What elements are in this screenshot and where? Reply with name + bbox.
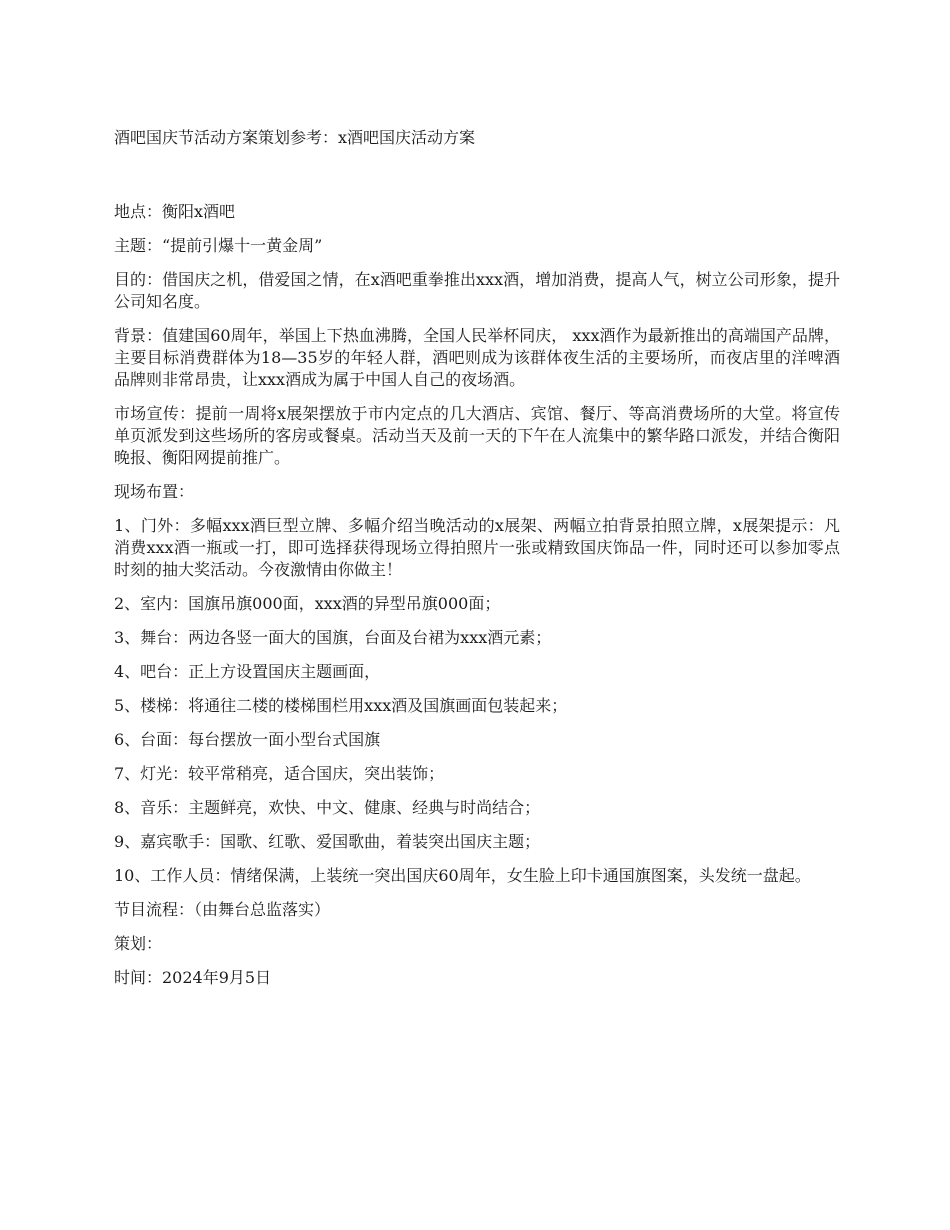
paragraph-item-8-music: 8、音乐：主题鲜亮，欢快、中文、健康、经典与时尚结合； — [114, 798, 541, 817]
paragraph-background: 背景：值建国60周年，举国上下热血沸腾，全国人民举杯同庆， xxx酒作为最新推出的高端国产品牌，主要目标消费群体为18—35岁的年轻人群，酒吧则成为该群体夜生活的主要场所，而夜店里的洋啤酒品牌则非常昂贵，让xxx酒成为属于中国人自己的夜场酒。 — [114, 326, 840, 389]
paragraph-program-flow: 节目流程：（由舞台总监落实） — [114, 900, 331, 919]
paragraph-theme: 主题：“提前引爆十一黄金周” — [114, 236, 323, 255]
paragraph-item-9-singers: 9、嘉宾歌手：国歌、红歌、爱国歌曲，着装突出国庆主题； — [114, 832, 541, 851]
paragraph-item-4-bar: 4、吧台：正上方设置国庆主题画面， — [114, 662, 381, 681]
paragraph-purpose: 目的：借国庆之机，借爱国之情，在x酒吧重拳推出xxx酒，增加消费，提高人气，树立公司形象，提升公司知名度。 — [114, 270, 840, 311]
paragraph-location: 地点：衡阳x酒吧 — [114, 202, 236, 221]
paragraph-item-3-stage: 3、舞台：两边各竖一面大的国旗，台面及台裙为xxx酒元素； — [114, 628, 552, 647]
paragraph-item-2-indoor: 2、室内：国旗吊旗000面，xxx酒的异型吊旗000面； — [114, 594, 501, 613]
paragraph-item-6-tables: 6、台面：每台摆放一面小型台式国旗 — [114, 730, 381, 749]
paragraph-item-1-outside: 1、门外：多幅xxx酒巨型立牌、多幅介绍当晚活动的x展架、两幅立拍背景拍照立牌，x展架提示：凡消费xxx酒一瓶或一打，即可选择获得现场立得拍照片一张或精致国庆饰品一件，同时还可以参加零点时刻的抽大奖活动。今夜激情由你做主！ — [114, 516, 840, 579]
paragraph-venue-setup-heading: 现场布置： — [114, 482, 195, 501]
title-spacer — [114, 149, 840, 201]
document-body — [114, 127, 840, 989]
paragraph-item-10-staff: 10、工作人员：情绪保满，上装统一突出国庆60周年，女生脸上印卡通国旗图案，头发统一盘起。 — [114, 866, 811, 885]
paragraph-marketing: 市场宣传：提前一周将x展架摆放于市内定点的几大酒店、宾馆、餐厅、等高消费场所的大堂。将宣传单页派发到这些场所的客房或餐桌。活动当天及前一天的下午在人流集中的繁华路口派发，并结合衡阳晚报、衡阳网提前推广。 — [114, 404, 840, 467]
paragraph-item-5-stairs: 5、楼梯：将通往二楼的楼梯围栏用xxx酒及国旗画面包装起来； — [114, 696, 568, 715]
paragraph-planner: 策划： — [114, 934, 163, 953]
document-title: 酒吧国庆节活动方案策划参考：x酒吧国庆活动方案 — [114, 128, 476, 147]
paragraph-date: 时间：2024年9月5日 — [114, 968, 272, 987]
paragraph-item-7-lighting: 7、灯光：较平常稍亮，适合国庆，突出装饰； — [114, 764, 445, 783]
